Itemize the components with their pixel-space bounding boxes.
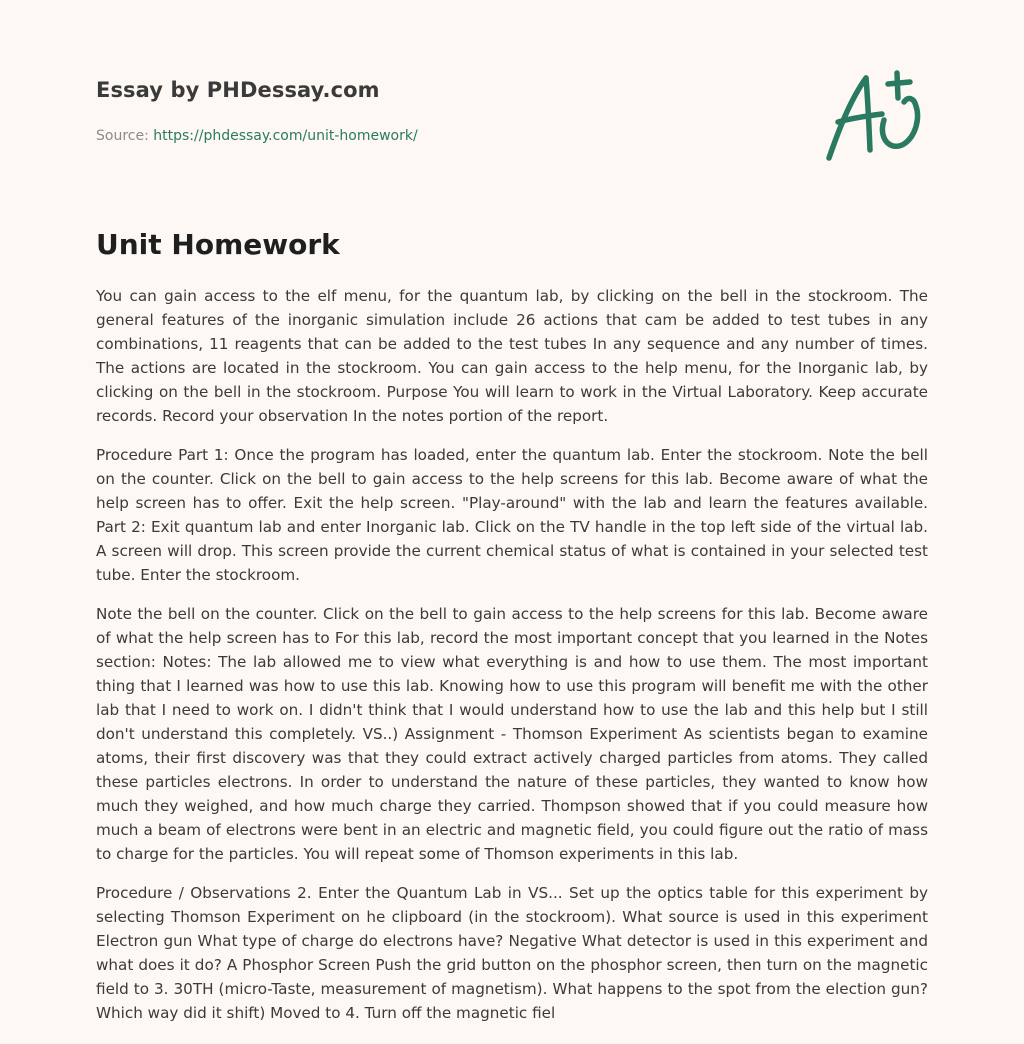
paragraph: Procedure / Observations 2. Enter the Quantum Lab in VS... Set up the optics table for this experiment by selecting Thomson Experiment on he clipboard (in the stockroom). What source is used in this experiment Electron gun What type of charge do electrons have? Negative What detector is used in this experiment and what does it do? A Phosphor Screen Push the grid button on the phosphor screen, then turn on the magnetic field to 3. 30TH (micro-Taste, measurement of magnetism). What happens to the spot from the election gun? Which way did it shift) Moved to 4. Turn off the magnetic fiel xyxy=(96,884,928,1022)
source-link[interactable]: https://phdessay.com/unit-homework/ xyxy=(153,128,418,144)
site-brand: Essay by PHDessay.com xyxy=(96,78,380,102)
essay-body xyxy=(96,284,928,1040)
a-plus-icon xyxy=(822,68,928,164)
essay-title: Unit Homework xyxy=(96,228,340,261)
paragraph: Procedure Part 1: Once the program has loaded, enter the quantum lab. Enter the stockroom. Note the bell on the counter. Click on the bell to gain access to the help screens for this lab. Become aware of what the help screen has to offer. Exit the help screen. "Play-around" with the lab and learn the features available. Part 2: Exit quantum lab and enter Inorganic lab. Click on the TV handle in the top left side of the virtual lab. A screen will drop. This screen provide the current chemical status of what is contained in your selected test tube. Enter the stockroom. xyxy=(96,446,928,584)
page-header xyxy=(96,76,796,146)
paragraph: Note the bell on the counter. Click on the bell to gain access to the help screens for this lab. Become aware of what the help screen has to For this lab, record the most important concept that you learned in the Notes section: Notes: The lab allowed me to view what everything is and how to use them. The most important thing that I learned was how to use this lab. Knowing how to use this program will benefit me with the other lab that I need to work on. I didn't think that I would understand how to use the lab and this help but I still don't understand this completely. VS..) Assignment - Thomson Experiment As scientists began to examine atoms, their first discovery was that they could extract actively charged particles from atoms. They called these particles electrons. In order to understand the nature of these particles, they wanted to know how much they weighed, and how much charge they carried. Thompson showed that if you could measure how much a beam of electrons were bent in an electric and magnetic field, you could figure out the ratio of mass to charge for the particles. You will repeat some of Thomson experiments in this lab. xyxy=(96,605,928,863)
source-label: Source: xyxy=(96,128,154,144)
source-line xyxy=(96,126,796,146)
paragraph: You can gain access to the elf menu, for the quantum lab, by clicking on the bell in the stockroom. The general features of the inorganic simulation include 26 actions that cam be added to test tubes in any combinations, 11 reagents that can be added to the test tubes In any sequence and any number of times. The actions are located in the stockroom. You can gain access to the help menu, for the Inorganic lab, by clicking on the bell in the stockroom. Purpose You will learn to work in the Virtual Laboratory. Keep accurate records. Record your observation In the notes portion of the report. xyxy=(96,287,928,425)
